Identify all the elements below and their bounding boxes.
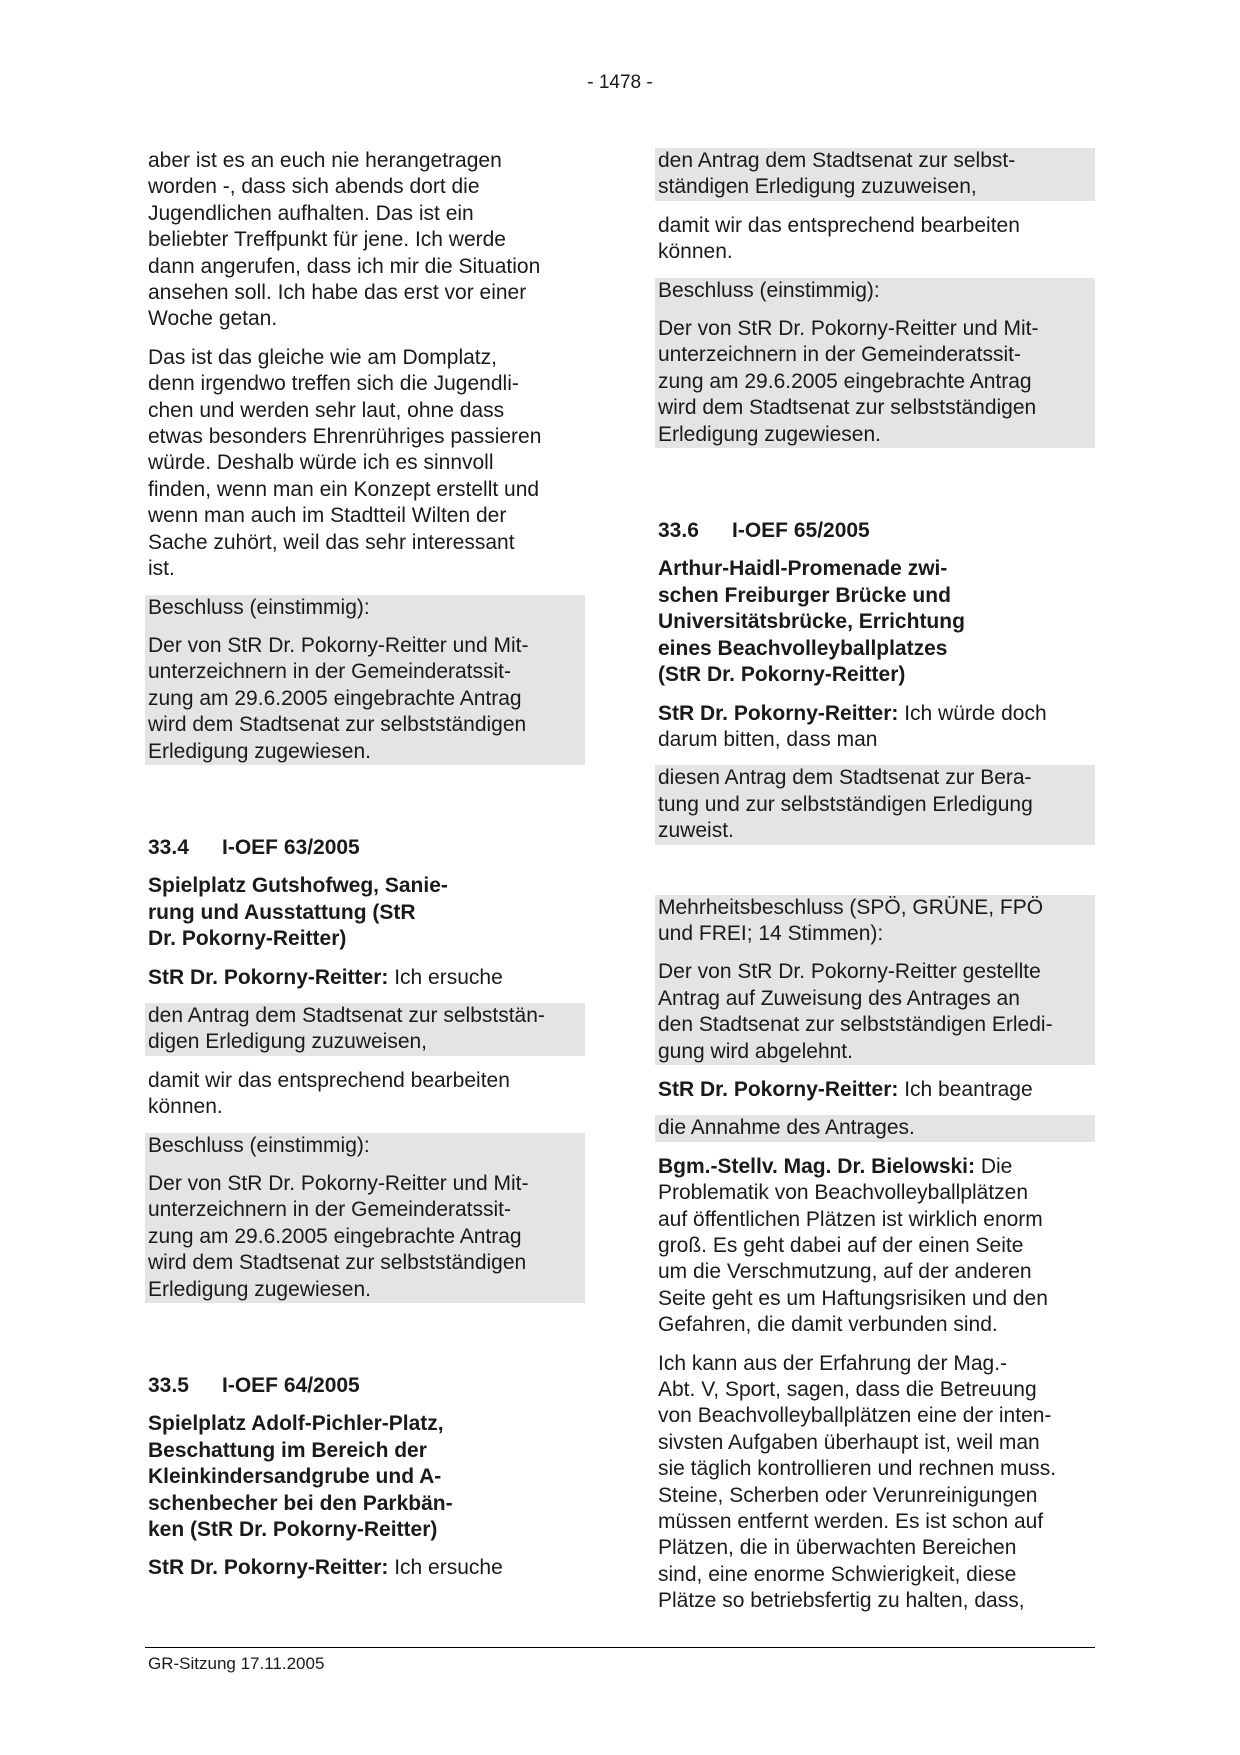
majority-resolution-block [655, 895, 1095, 1065]
speaker-name: StR Dr. Pokorny-Reitter: [658, 1077, 899, 1101]
resolution-text: Der von StR Dr. Pokorny-Reitter und Mit- unterzeichnern in der Gemeinderatssit- zung am 29.6.2005 eingebrachte Antrag wird dem Stadtsenat zur selbstständigen Erledigung zugewiesen. [148, 1172, 529, 1301]
request-text: die Annahme des Antrages. [655, 1115, 1095, 1141]
resolution-label: Beschluss (einstimmig): [148, 1133, 370, 1157]
paragraph: damit wir das entsprechend bearbeiten können. [658, 213, 1020, 264]
speech-paragraph [655, 1154, 1095, 1339]
paragraph: damit wir das entsprechend bearbeiten können. [148, 1068, 510, 1119]
resolution-block [145, 1133, 585, 1303]
speaker-name: StR Dr. Pokorny-Reitter: [148, 965, 389, 989]
speech-paragraph [145, 1555, 585, 1581]
left-column [145, 148, 585, 1594]
paragraph: Ich kann aus der Erfahrung der Mag.- Abt. V, Sport, sagen, dass die Betreuung von Beachvolleyballplätzen eine der inten- sivsten Aufgaben überhaupt ist, weil man sie täglich kontrollieren und rechnen muss. Steine, Scherben oder Verunreinigungen müssen entfernt werden. Es ist schon auf Plätzen, die in überwachten Bereichen sind, eine enorme Schwierigkeit, diese Plätze so betriebsfertig zu halten, dass, [658, 1351, 1057, 1613]
resolution-label: Mehrheitsbeschluss (SPÖ, GRÜNE, FPÖ und FREI; 14 Stimmen): [658, 895, 1044, 945]
item-heading-33-4 [145, 835, 585, 861]
resolution-text: Der von StR Dr. Pokorny-Reitter und Mit- unterzeichnern in der Gemeinderatssit- zung am 29.6.2005 eingebrachte Antrag wird dem Stadtsenat zur selbstständigen Erledigung zugewiesen. [148, 633, 529, 763]
item-title: Spielplatz Gutshofweg, Sanie- rung und Ausstattung (StR Dr. Pokorny-Reitter) [148, 874, 448, 951]
speech-text: Die Problematik von Beachvolleyballplätzen auf öffentlichen Plätzen ist wirklich enorm groß. Es geht dabei auf der einen Seite um die Verschmutzung, auf der anderen Seite geht es um Haftungsrisiken und den Gefahren, die damit verbunden sind. [658, 1154, 1048, 1337]
speech-text: Ich beantrage [898, 1077, 1033, 1101]
resolution-block [145, 595, 585, 765]
speaker-name: Bgm.-Stellv. Mag. Dr. Bielowski: [658, 1154, 976, 1178]
page-number: - 1478 - [587, 72, 653, 93]
speaker-name: StR Dr. Pokorny-Reitter: [658, 701, 899, 725]
footer-divider [145, 1647, 1095, 1648]
item-title: Spielplatz Adolf-Pichler-Platz, Beschattung im Bereich der Kleinkindersandgrube und A- schenbecher bei den Parkbän- ken (StR Dr. Pokorny-Reitter) [148, 1412, 453, 1542]
right-column [655, 148, 1095, 1627]
resolution-label: Beschluss (einstimmig): [148, 595, 370, 619]
item-title: Arthur-Haidl-Promenade zwi- schen Freiburger Brücke und Universitätsbrücke, Errichtung eines Beachvolleyballplatzes (StR Dr. Pokorny-Reitter) [658, 557, 965, 687]
item-heading-33-6 [655, 518, 1095, 544]
speech-paragraph [655, 1077, 1095, 1103]
footer-session-date: GR-Sitzung 17.11.2005 [148, 1654, 325, 1673]
speech-text: Ich ersuche [388, 1556, 503, 1580]
item-code: I-OEF 63/2005 [222, 835, 360, 859]
resolution-text: Der von StR Dr. Pokorny-Reitter und Mit- unterzeichnern in der Gemeinderatssit- zung am 29.6.2005 eingebrachte Antrag wird dem Stadtsenat zur selbstständigen Erledigung zugewiesen. [658, 317, 1039, 446]
resolution-label: Beschluss (einstimmig): [658, 278, 880, 302]
item-code: I-OEF 64/2005 [222, 1374, 360, 1398]
request-text: diesen Antrag dem Stadtsenat zur Bera- tung und zur selbstständigen Erledigung zuweist. [655, 765, 1095, 844]
speech-paragraph [145, 965, 585, 991]
item-number: 33.6 [658, 519, 699, 543]
item-number: 33.4 [148, 835, 189, 859]
paragraph: aber ist es an euch nie herangetragen worden -, dass sich abends dort die Jugendlichen aufhalten. Das ist ein beliebter Treffpunkt für jene. Ich werde dann angerufen, dass ich mir die Situation ansehen soll. Ich habe das erst vor einer Woche getan. [148, 149, 541, 331]
paragraph: Das ist das gleiche wie am Domplatz, denn irgendwo treffen sich die Jugendli- chen und werden sehr laut, ohne dass etwas besonders Ehrenrühriges passieren würde. Deshalb würde ich es sinnvoll finden, wenn man ein Konzept erstellt und wenn man auch im Stadtteil Wilten der Sache zuhört, weil das sehr interessant ist. [148, 345, 542, 581]
item-number: 33.5 [148, 1374, 189, 1398]
speaker-name: StR Dr. Pokorny-Reitter: [148, 1556, 389, 1580]
speech-text: Ich würde doch darum bitten, dass man [658, 701, 1047, 751]
request-text: den Antrag dem Stadtsenat zur selbststän- digen Erledigung zuzuweisen, [145, 1003, 585, 1056]
speech-paragraph [655, 701, 1095, 754]
speech-text: Ich ersuche [388, 965, 503, 989]
request-text: den Antrag dem Stadtsenat zur selbst- ständigen Erledigung zuzuweisen, [655, 148, 1095, 201]
resolution-text: Der von StR Dr. Pokorny-Reitter gestellte Antrag auf Zuweisung des Antrages an den Stadtsenat zur selbstständigen Erledi- gung wird abgelehnt. [658, 960, 1053, 1063]
item-code: I-OEF 65/2005 [732, 519, 870, 543]
resolution-block [655, 278, 1095, 448]
item-heading-33-5 [145, 1373, 585, 1399]
